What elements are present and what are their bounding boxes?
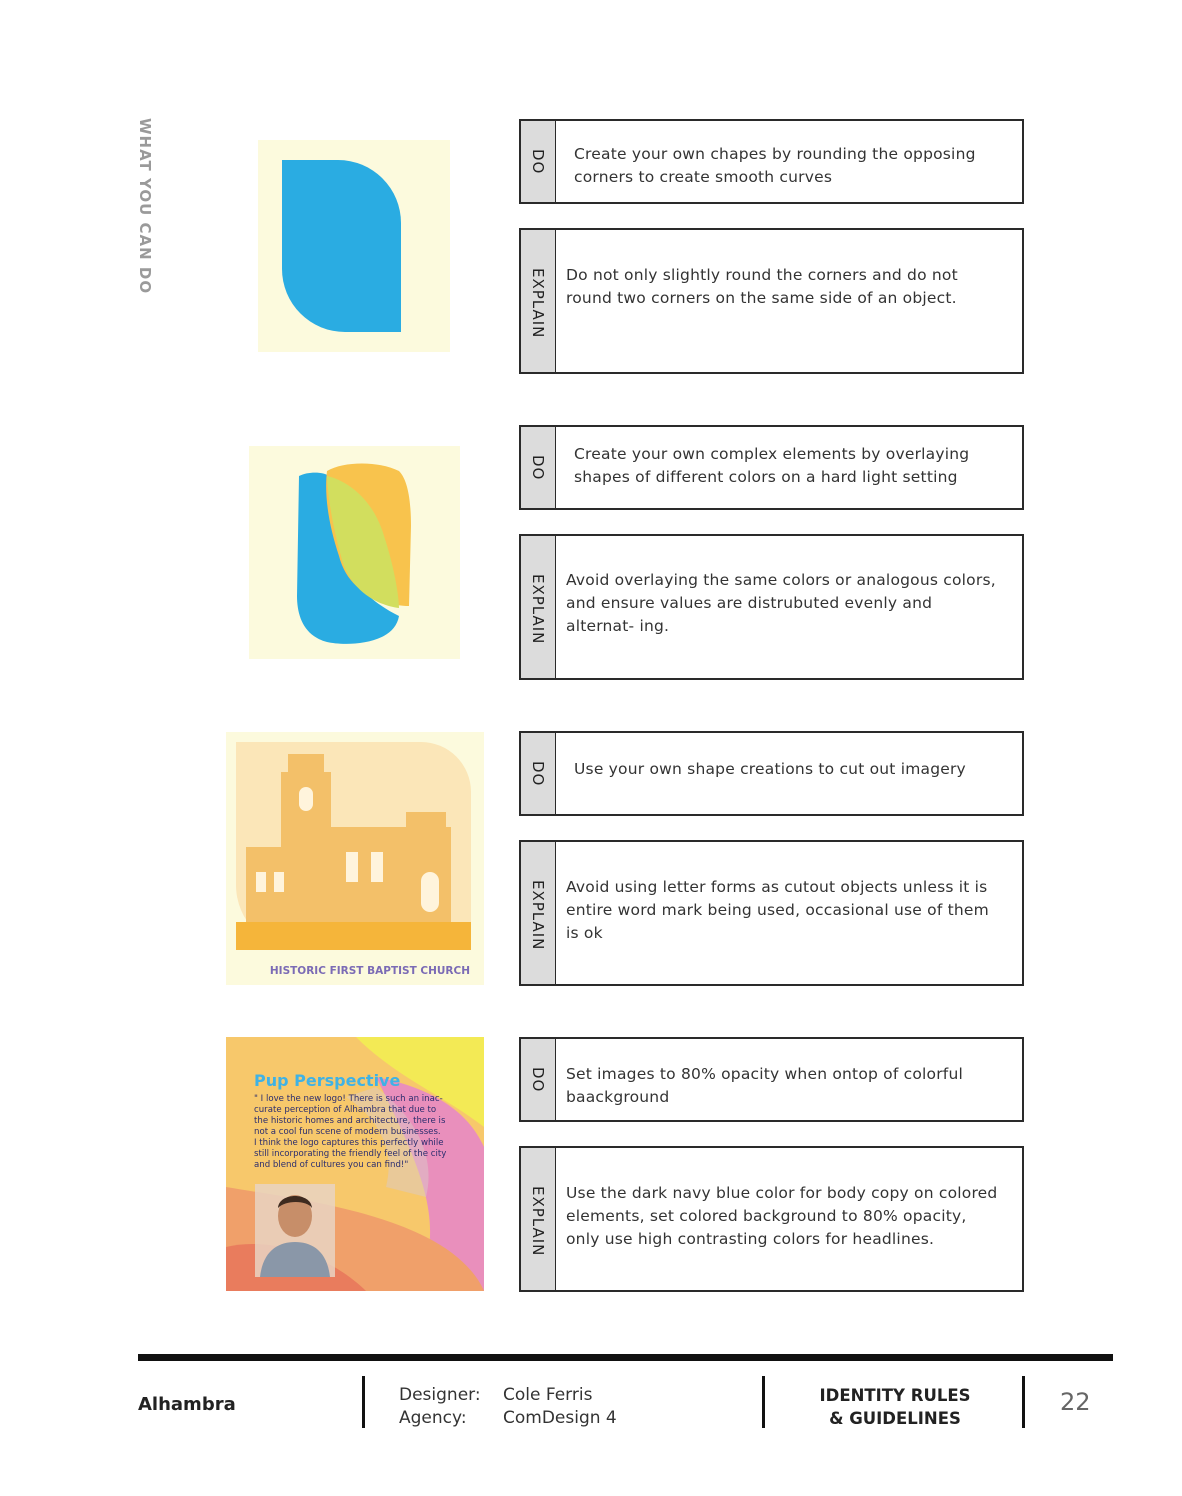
explain-panel-4 <box>519 1146 1024 1292</box>
pup-quote <box>254 1094 479 1171</box>
pup-quote-line: still incorporating the friendly feel of the city <box>254 1149 447 1159</box>
footer-divider <box>362 1376 365 1428</box>
do-text: Create your own chapes by rounding the opposing corners to create smooth curves <box>574 145 976 186</box>
explain-panel-1 <box>519 228 1024 374</box>
explain-label: EXPLAIN <box>529 268 547 339</box>
document-title-line: & GUIDELINES <box>829 1409 961 1428</box>
do-panel-1 <box>519 119 1024 204</box>
explain-tab <box>521 230 556 372</box>
do-label: DO <box>529 455 547 481</box>
do-panel-4 <box>519 1037 1024 1122</box>
agency-row <box>399 1407 617 1430</box>
explain-label: EXPLAIN <box>529 574 547 645</box>
pup-quote-line: curate perception of Alhambra that due to <box>254 1105 437 1115</box>
designer-value: Cole Ferris <box>503 1385 593 1405</box>
agency-value: ComDesign 4 <box>503 1408 617 1428</box>
pup-title: Pup Perspective <box>254 1071 401 1090</box>
explain-label: EXPLAIN <box>529 1186 547 1257</box>
portrait-photo <box>255 1184 335 1277</box>
pup-perspective-card <box>226 1037 484 1291</box>
blue-rounded-shape <box>282 160 401 332</box>
explain-text: Do not only slightly round the corners and do not round two corners on the same side of an object. <box>566 266 958 307</box>
explain-tab <box>521 536 556 678</box>
do-label: DO <box>529 1067 547 1093</box>
rounded-shape-illustration <box>258 140 450 352</box>
pup-quote-line: the historic homes and architecture, there is <box>254 1116 446 1126</box>
explain-panel-2 <box>519 534 1024 680</box>
church-cutout-illustration <box>226 732 484 985</box>
do-text: Use your own shape creations to cut out imagery <box>574 760 966 778</box>
document-title <box>795 1384 995 1430</box>
do-text: Create your own complex elements by overlaying shapes of different colors on a hard light setting <box>574 445 970 486</box>
footer-rule <box>138 1354 1113 1361</box>
pup-quote-line: I think the logo captures this perfectly while <box>254 1138 444 1148</box>
pup-quote-line: and blend of cultures you can find!" <box>254 1160 409 1170</box>
explain-text: Avoid using letter forms as cutout objects unless it is entire word mark being used, occasional use of them is ok <box>566 878 989 942</box>
do-label: DO <box>529 761 547 787</box>
do-text: Set images to 80% opacity when ontop of colorful baackground <box>566 1065 963 1106</box>
explain-tab <box>521 1148 556 1290</box>
explain-text: Use the dark navy blue color for body copy on colored elements, set colored background to 80% opacity, only use high contrasting colors for headlines. <box>566 1184 998 1248</box>
footer-credits <box>399 1384 617 1430</box>
do-tab <box>521 733 556 814</box>
do-tab <box>521 121 556 202</box>
pup-quote-line: not a cool fun scene of modern businesses. <box>254 1127 441 1137</box>
do-tab <box>521 1039 556 1120</box>
designer-label: Designer: <box>399 1385 481 1405</box>
pup-quote-line: " I love the new logo! There is such an inac- <box>254 1094 443 1104</box>
footer-divider <box>1022 1376 1025 1428</box>
foliage-band <box>236 922 471 950</box>
church-caption: HISTORIC FIRST BAPTIST CHURCH <box>269 965 470 977</box>
overlay-shapes-illustration <box>249 446 460 659</box>
explain-text: Avoid overlaying the same colors or analogous colors, and ensure values are distrubuted evenly and alternat- ing. <box>566 571 996 635</box>
do-tab <box>521 427 556 508</box>
do-label: DO <box>529 149 547 175</box>
agency-label: Agency: <box>399 1408 467 1428</box>
designer-row <box>399 1384 617 1407</box>
side-title: WHAT YOU CAN DO <box>136 118 154 295</box>
do-panel-3 <box>519 731 1024 816</box>
document-title-line: IDENTITY RULES <box>819 1386 971 1405</box>
explain-panel-3 <box>519 840 1024 986</box>
footer-brand: Alhambra <box>138 1394 236 1415</box>
footer-divider <box>762 1376 765 1428</box>
explain-label: EXPLAIN <box>529 880 547 951</box>
page-number: 22 <box>1060 1388 1091 1416</box>
explain-tab <box>521 842 556 984</box>
do-panel-2 <box>519 425 1024 510</box>
